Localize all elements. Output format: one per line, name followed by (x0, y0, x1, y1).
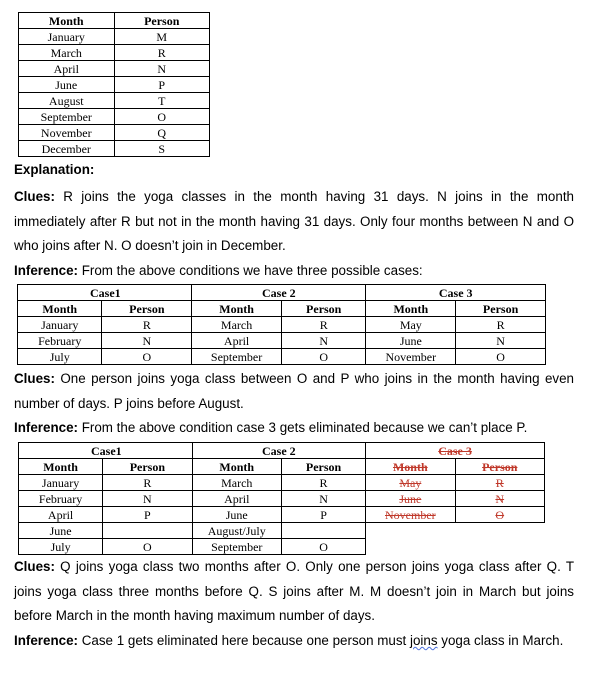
person-cell: O (456, 349, 546, 365)
month-cell: November (19, 125, 115, 141)
inference-label: Inference: (14, 263, 78, 278)
case3-header-struck: Case 3 (366, 443, 545, 459)
month-cell: February (18, 333, 102, 349)
month-cell: January (19, 475, 103, 491)
person-cell: P (103, 507, 192, 523)
table-row (19, 29, 210, 45)
month-cell: April (19, 61, 115, 77)
clues-text: One person joins yoga class between O and P who joins in the month having even number of days. P joins before August. (14, 371, 574, 411)
month-cell: July (18, 349, 102, 365)
inference-label: Inference: (14, 633, 78, 648)
inference-text: Case 1 gets eliminated here because one person must (78, 633, 410, 648)
month-person-table (18, 12, 210, 157)
person-cell: O (103, 539, 192, 555)
table-row (19, 491, 545, 507)
month-cell: August (19, 93, 115, 109)
inference-paragraph-3 (14, 629, 574, 654)
table-row (18, 333, 546, 349)
col-month: Month (19, 13, 115, 29)
table-row (19, 475, 545, 491)
col-person: Person (114, 13, 210, 29)
person-cell: R (281, 475, 365, 491)
explanation-heading: Explanation: (14, 162, 95, 177)
case1-header: Case1 (19, 443, 193, 459)
month-cell-struck (366, 539, 455, 555)
month-cell: August/July (192, 523, 281, 539)
month-cell: June (366, 333, 456, 349)
month-cell-struck: June (366, 491, 455, 507)
month-cell: January (19, 29, 115, 45)
person-cell: N (114, 61, 210, 77)
month-cell: December (19, 141, 115, 157)
person-cell: N (456, 333, 546, 349)
month-cell: September (192, 539, 281, 555)
month-cell: June (192, 507, 281, 523)
month-cell: March (192, 475, 281, 491)
table-row (18, 349, 546, 365)
case1-header: Case1 (18, 285, 192, 301)
person-cell: P (281, 507, 365, 523)
person-cell: R (281, 317, 365, 333)
month-cell: January (18, 317, 102, 333)
person-cell (281, 523, 365, 539)
month-cell: March (19, 45, 115, 61)
person-cell-struck: O (455, 507, 544, 523)
month-cell: April (192, 333, 282, 349)
two-cases-table (18, 442, 545, 555)
month-cell: March (192, 317, 282, 333)
col-person: Person (103, 459, 192, 475)
col-person: Person (281, 459, 365, 475)
inference-text: From the above conditions we have three possible cases: (78, 263, 423, 278)
table-row (19, 141, 210, 157)
case2-header: Case 2 (192, 285, 366, 301)
person-cell: T (114, 93, 210, 109)
month-cell: February (19, 491, 103, 507)
table-row (19, 77, 210, 93)
person-cell: N (281, 491, 365, 507)
clues-label: Clues: (14, 371, 55, 386)
clues-paragraph-1 (14, 185, 574, 259)
three-cases-table (17, 284, 546, 365)
person-cell: P (114, 77, 210, 93)
person-cell: S (114, 141, 210, 157)
person-cell-struck (455, 523, 544, 539)
clues-paragraph-3 (14, 555, 574, 629)
clues-text: R joins the yoga classes in the month having 31 days. N joins in the month immediately after R but not in the month having 31 days. Only four months between N and O who joins after N. O doesn’t join in December. (14, 189, 574, 253)
inference-paragraph-1 (14, 259, 574, 284)
month-cell-struck: November (366, 507, 455, 523)
person-cell: O (114, 109, 210, 125)
col-person-struck: Person (455, 459, 544, 475)
col-person: Person (102, 301, 192, 317)
col-month: Month (18, 301, 102, 317)
month-cell: April (19, 507, 103, 523)
clues-label: Clues: (14, 189, 55, 204)
col-person: Person (456, 301, 546, 317)
month-cell: June (19, 523, 103, 539)
month-cell: November (366, 349, 456, 365)
month-cell: May (366, 317, 456, 333)
month-cell-struck (366, 523, 455, 539)
person-cell-struck: N (455, 491, 544, 507)
month-cell: September (192, 349, 282, 365)
col-month-struck: Month (366, 459, 455, 475)
table-row (19, 539, 545, 555)
month-cell: July (19, 539, 103, 555)
inference-label: Inference: (14, 420, 78, 435)
table-row (19, 507, 545, 523)
case3-header: Case 3 (366, 285, 546, 301)
table-row (19, 45, 210, 61)
col-month: Month (366, 301, 456, 317)
table-row (19, 61, 210, 77)
table-row (19, 125, 210, 141)
person-cell (103, 523, 192, 539)
clues-text: Q joins yoga class two months after O. Only one person joins yoga class after Q. T joins yoga class three months before Q. S joins after M. M doesn’t join in March but joins before March in the month having maximum number of days. (14, 559, 574, 623)
underlined-word: joins (410, 633, 438, 648)
inference-text-end: yoga class in March. (437, 633, 564, 648)
month-cell: April (192, 491, 281, 507)
person-cell: O (102, 349, 192, 365)
person-cell: N (102, 333, 192, 349)
person-cell: N (281, 333, 365, 349)
table-row (19, 93, 210, 109)
month-cell: September (19, 109, 115, 125)
month-cell: June (19, 77, 115, 93)
col-month: Month (19, 459, 103, 475)
clues-paragraph-2 (14, 367, 574, 416)
clues-label: Clues: (14, 559, 55, 574)
person-cell: M (114, 29, 210, 45)
person-cell: O (281, 349, 365, 365)
person-cell: R (456, 317, 546, 333)
person-cell-struck (455, 539, 544, 555)
table-row (19, 109, 210, 125)
table-row (18, 317, 546, 333)
person-cell: R (103, 475, 192, 491)
inference-text: From the above condition case 3 gets eliminated because we can’t place P. (78, 420, 528, 435)
case2-header: Case 2 (192, 443, 366, 459)
person-cell: R (114, 45, 210, 61)
person-cell: O (281, 539, 365, 555)
month-cell-struck: May (366, 475, 455, 491)
inference-paragraph-2 (14, 416, 574, 441)
col-month: Month (192, 301, 282, 317)
person-cell: R (102, 317, 192, 333)
person-cell: Q (114, 125, 210, 141)
table-row (19, 523, 545, 539)
person-cell-struck: R (455, 475, 544, 491)
col-month: Month (192, 459, 281, 475)
col-person: Person (281, 301, 365, 317)
person-cell: N (103, 491, 192, 507)
